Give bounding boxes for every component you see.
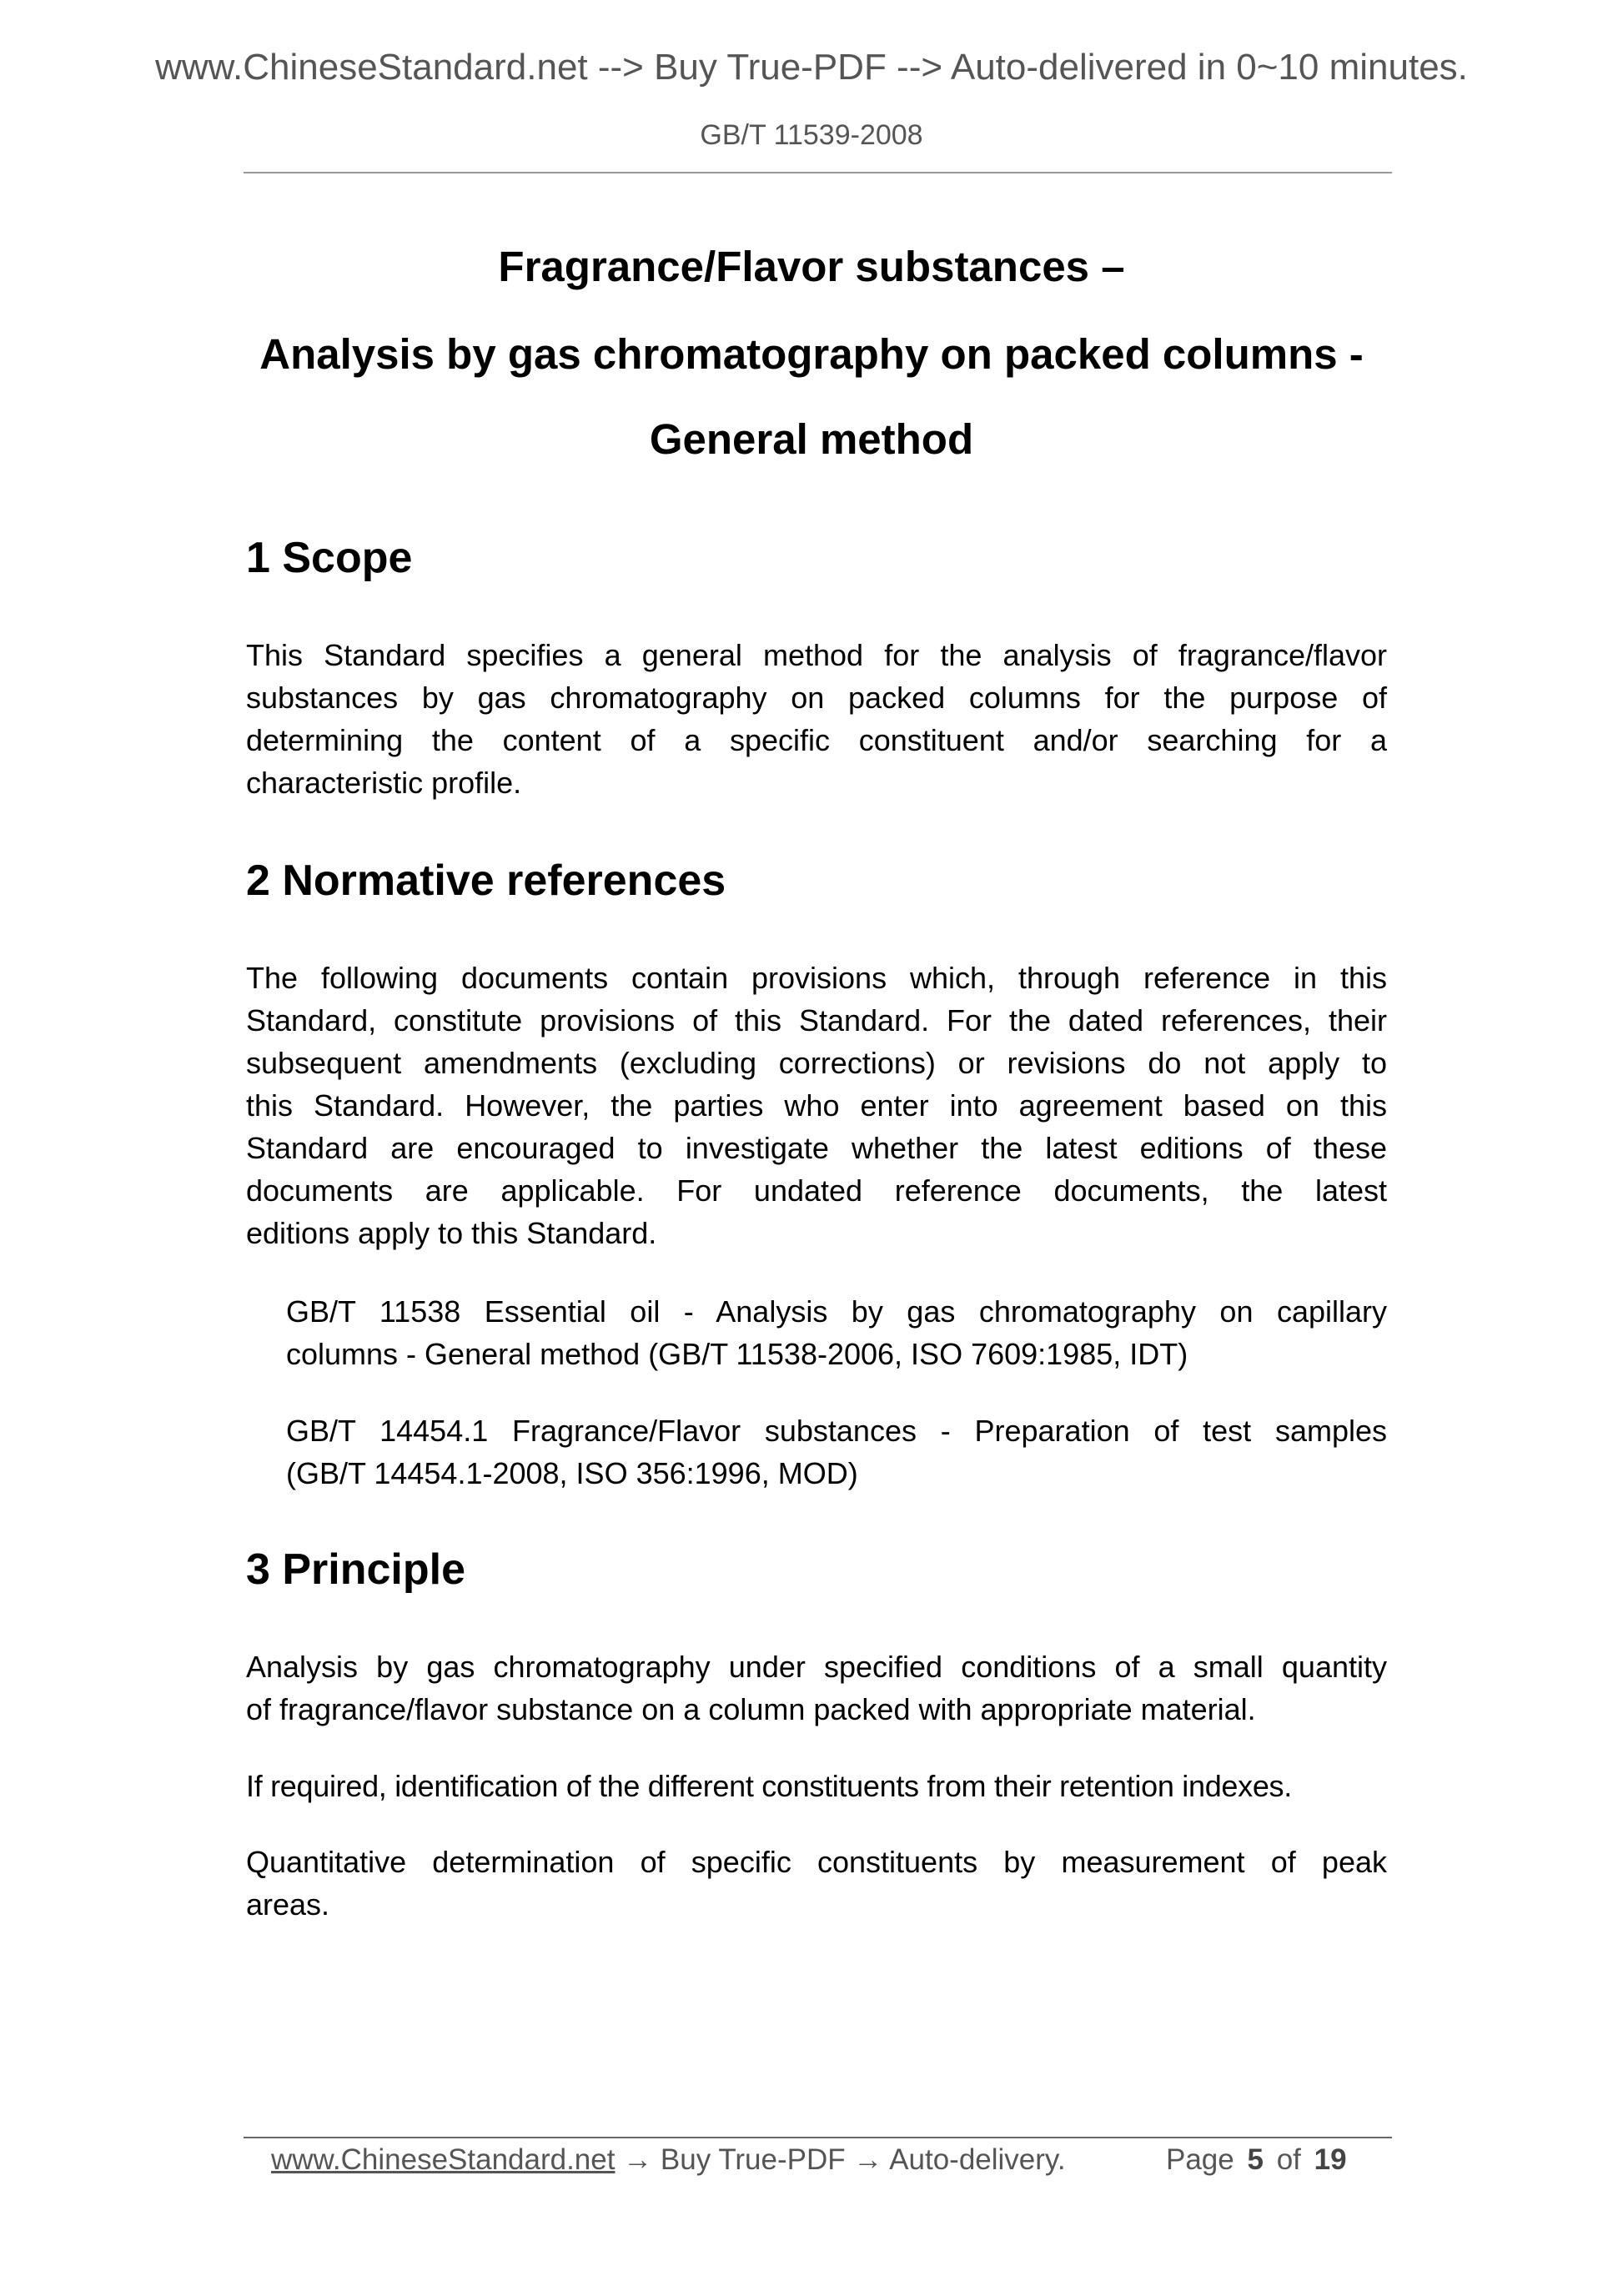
text-line: characteristic profile.: [246, 766, 522, 800]
principle-paragraph-1: [246, 1645, 1387, 1731]
footer-tagline: → Buy True-PDF → Auto-delivery.: [615, 2143, 1066, 2176]
section-heading-scope: 1 Scope: [246, 534, 413, 582]
page-number: 5: [1247, 2143, 1264, 2176]
header-banner: www.ChineseStandard.net --> Buy True-PDF --> Auto-delivered in 0~10 minutes.: [155, 47, 1468, 88]
text-line: The following documents contain provisions which, through reference in this: [246, 961, 1387, 995]
text-line: (GB/T 14454.1-2008, ISO 356:1996, MOD): [286, 1456, 858, 1490]
section-heading-normative: 2 Normative references: [246, 857, 726, 905]
text-line: of fragrance/flavor substance on a column packed with appropriate material.: [246, 1692, 1256, 1726]
doc-title-line-3: General method: [649, 415, 974, 463]
page-indicator: [1166, 2142, 1347, 2178]
principle-paragraph-3: [246, 1841, 1387, 1926]
reference-item: [286, 1409, 1387, 1495]
text-line: areas.: [246, 1887, 330, 1922]
footer-link[interactable]: www.ChineseStandard.net: [271, 2143, 616, 2176]
of-label: of: [1276, 2143, 1301, 2176]
text-line: documents are applicable. For undated reference documents, the latest: [246, 1173, 1387, 1208]
principle-paragraph-2: [246, 1765, 1405, 1807]
footer-divider: [244, 2137, 1392, 2138]
text-line: determining the content of a specific constituent and/or searching for a: [246, 723, 1387, 757]
page-total: 19: [1314, 2143, 1347, 2176]
doc-title-line-1: Fragrance/Flavor substances –: [498, 243, 1125, 290]
text-line: substances by gas chromatography on packed columns for the purpose of: [246, 681, 1387, 715]
text-line: this Standard. However, the parties who enter into agreement based on this: [246, 1088, 1387, 1123]
normative-paragraph: [246, 957, 1387, 1254]
text-line: Standard are encouraged to investigate whether the latest editions of these: [246, 1131, 1387, 1165]
text-line: GB/T 11538 Essential oil - Analysis by gas chromatography on capillary: [286, 1294, 1387, 1329]
text-line: Quantitative determination of specific constituents by measurement of peak: [246, 1845, 1387, 1879]
header-divider: [244, 172, 1392, 173]
text-line: Standard, constitute provisions of this Standard. For the dated references, their: [246, 1003, 1387, 1037]
reference-item: [286, 1290, 1387, 1375]
text-line: GB/T 14454.1 Fragrance/Flavor substances - Preparation of test samples: [286, 1414, 1387, 1448]
standard-number: GB/T 11539-2008: [700, 119, 923, 151]
page-label: Page: [1166, 2143, 1234, 2176]
text-line: subsequent amendments (excluding corrections) or revisions do not apply to: [246, 1046, 1387, 1080]
text-line: columns - General method (GB/T 11538-2006, ISO 7609:1985, IDT): [286, 1337, 1188, 1371]
text-line: This Standard specifies a general method for the analysis of fragrance/flavor: [246, 638, 1387, 672]
text-line: Analysis by gas chromatography under specified conditions of a small quantity: [246, 1650, 1387, 1684]
scope-paragraph: [246, 634, 1387, 804]
section-heading-principle: 3 Principle: [246, 1545, 465, 1594]
text-line: If required, identification of the different constituents from their retention indexes.: [246, 1769, 1292, 1803]
doc-title-line-2: Analysis by gas chromatography on packed columns -: [259, 330, 1364, 378]
footer-text: [271, 2142, 1066, 2178]
text-line: editions apply to this Standard.: [246, 1216, 657, 1250]
